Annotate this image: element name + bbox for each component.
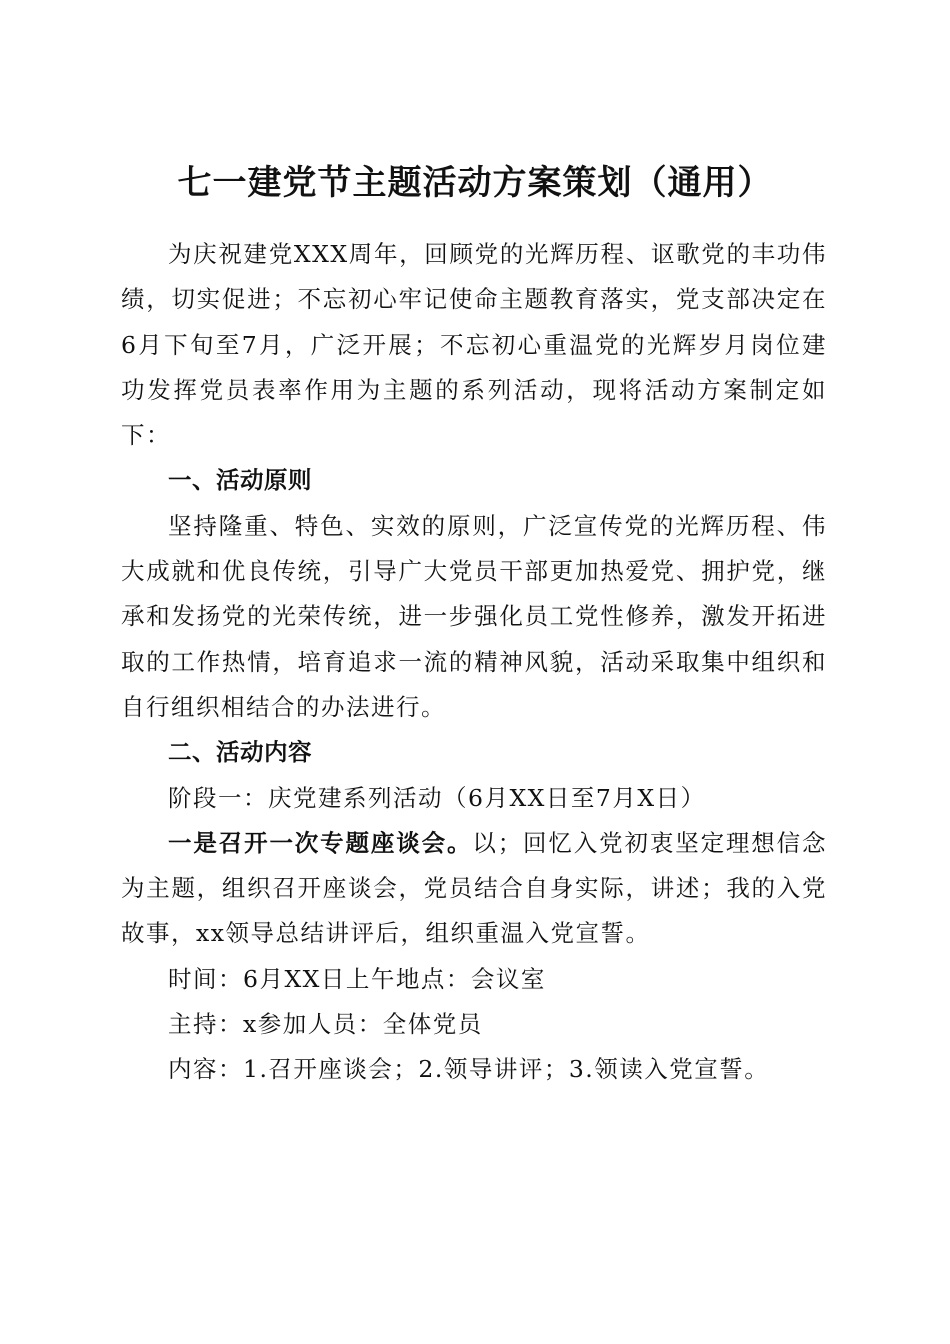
section-heading-principles: 一、活动原则 — [168, 466, 312, 495]
content-line: 内容：1.召开座谈会；2.领导讲评；3.领读入党宣誓。 — [168, 1055, 770, 1084]
principles-paragraph: 坚持隆重、特色、实效的原则，广泛宣传党的光辉历程、伟大成就和优良传统，引导广大党员干部更加热爱党、拥护党，继承和发扬党的光荣传统，进一步强化员工党性修养，激发开拓进取的工作热情，培育追求一流的精神风貌，活动采取集中组织和自行组织相结合的办法进行。 — [121, 511, 827, 721]
time-place-line: 时间：6月XX日上午地点：会议室 — [168, 964, 546, 993]
item-one-lead: 一是召开一次专题座谈会。 — [168, 828, 473, 857]
section-heading-content: 二、活动内容 — [168, 738, 312, 767]
intro-paragraph: 为庆祝建党XXX周年，回顾党的光辉历程、讴歌党的丰功伟绩，切实促进；不忘初心牢记使命主题教育落实，党支部决定在6月下旬至7月，广泛开展；不忘初心重温党的光辉岁月岗位建功发挥党员表率作用为主题的系列活动，现将活动方案制定如下： — [121, 240, 827, 450]
document-title: 七一建党节主题活动方案策划（通用） — [177, 162, 773, 203]
item-one-paragraph — [121, 821, 827, 957]
host-attendees-line: 主持：x参加人员：全体党员 — [168, 1010, 483, 1039]
item-one-text: 以；回忆入党初衷坚定理想信念为主题，组织召开座谈会，党员结合自身实际，讲述；我的入党故事，xx领导总结讲评后，组织重温入党宣誓。 — [121, 828, 828, 948]
document-body — [121, 232, 827, 1093]
stage-one-line: 阶段一：庆党建系列活动（6月XX日至7月X日） — [168, 783, 706, 812]
